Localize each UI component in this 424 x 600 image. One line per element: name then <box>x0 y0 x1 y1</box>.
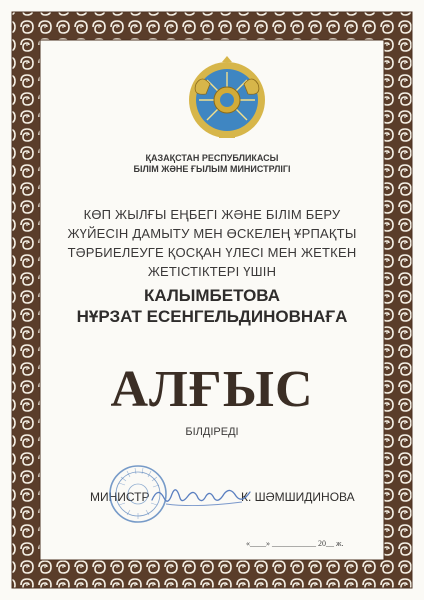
ministry-header <box>56 153 368 175</box>
state-emblem-icon <box>182 54 272 142</box>
reason-line-4: ЖЕТІСТІКТЕРІ ҮШІН <box>147 264 277 279</box>
ministry-line-2: БІЛІМ ЖӘНЕ ҒЫЛЫМ МИНИСТРЛІГІ <box>133 164 291 174</box>
award-reason <box>56 205 368 281</box>
recipient-line-2: НҰРЗАТ ЕСЕНГЕЛЬДИНОВНАҒА <box>76 307 348 326</box>
recipient-name <box>56 285 368 327</box>
signature-icon <box>146 478 256 512</box>
ministry-line-1: ҚАЗАҚСТАН РЕСПУБЛИКАСЫ <box>145 153 279 163</box>
reason-line-3: ТӘРБИЕЛЕУГЕ ҚОСҚАН ҮЛЕСІ МЕН ЖЕТКЕН <box>67 245 357 260</box>
date-line: «____» ___________ 20__ ж. <box>246 539 344 548</box>
reason-line-2: ЖҮЙЕСІН ДАМЫТУ МЕН ӨСКЕЛЕҢ ҰРПАҚТЫ <box>67 226 357 241</box>
certificate-content <box>56 48 368 558</box>
recipient-line-1: КАЛЫМБЕТОВА <box>143 286 281 305</box>
minister-name: К. ШӘМШИДИНОВА <box>241 490 355 504</box>
reason-line-1: КӨП ЖЫЛҒЫ ЕҢБЕГІ ЖӘНЕ БІЛІМ БЕРУ <box>83 207 341 222</box>
certificate-title: АЛҒЫС <box>110 361 314 418</box>
minister-label: МИНИСТР <box>90 490 150 504</box>
expresses-verb: БІЛДІРЕДІ <box>185 426 239 438</box>
